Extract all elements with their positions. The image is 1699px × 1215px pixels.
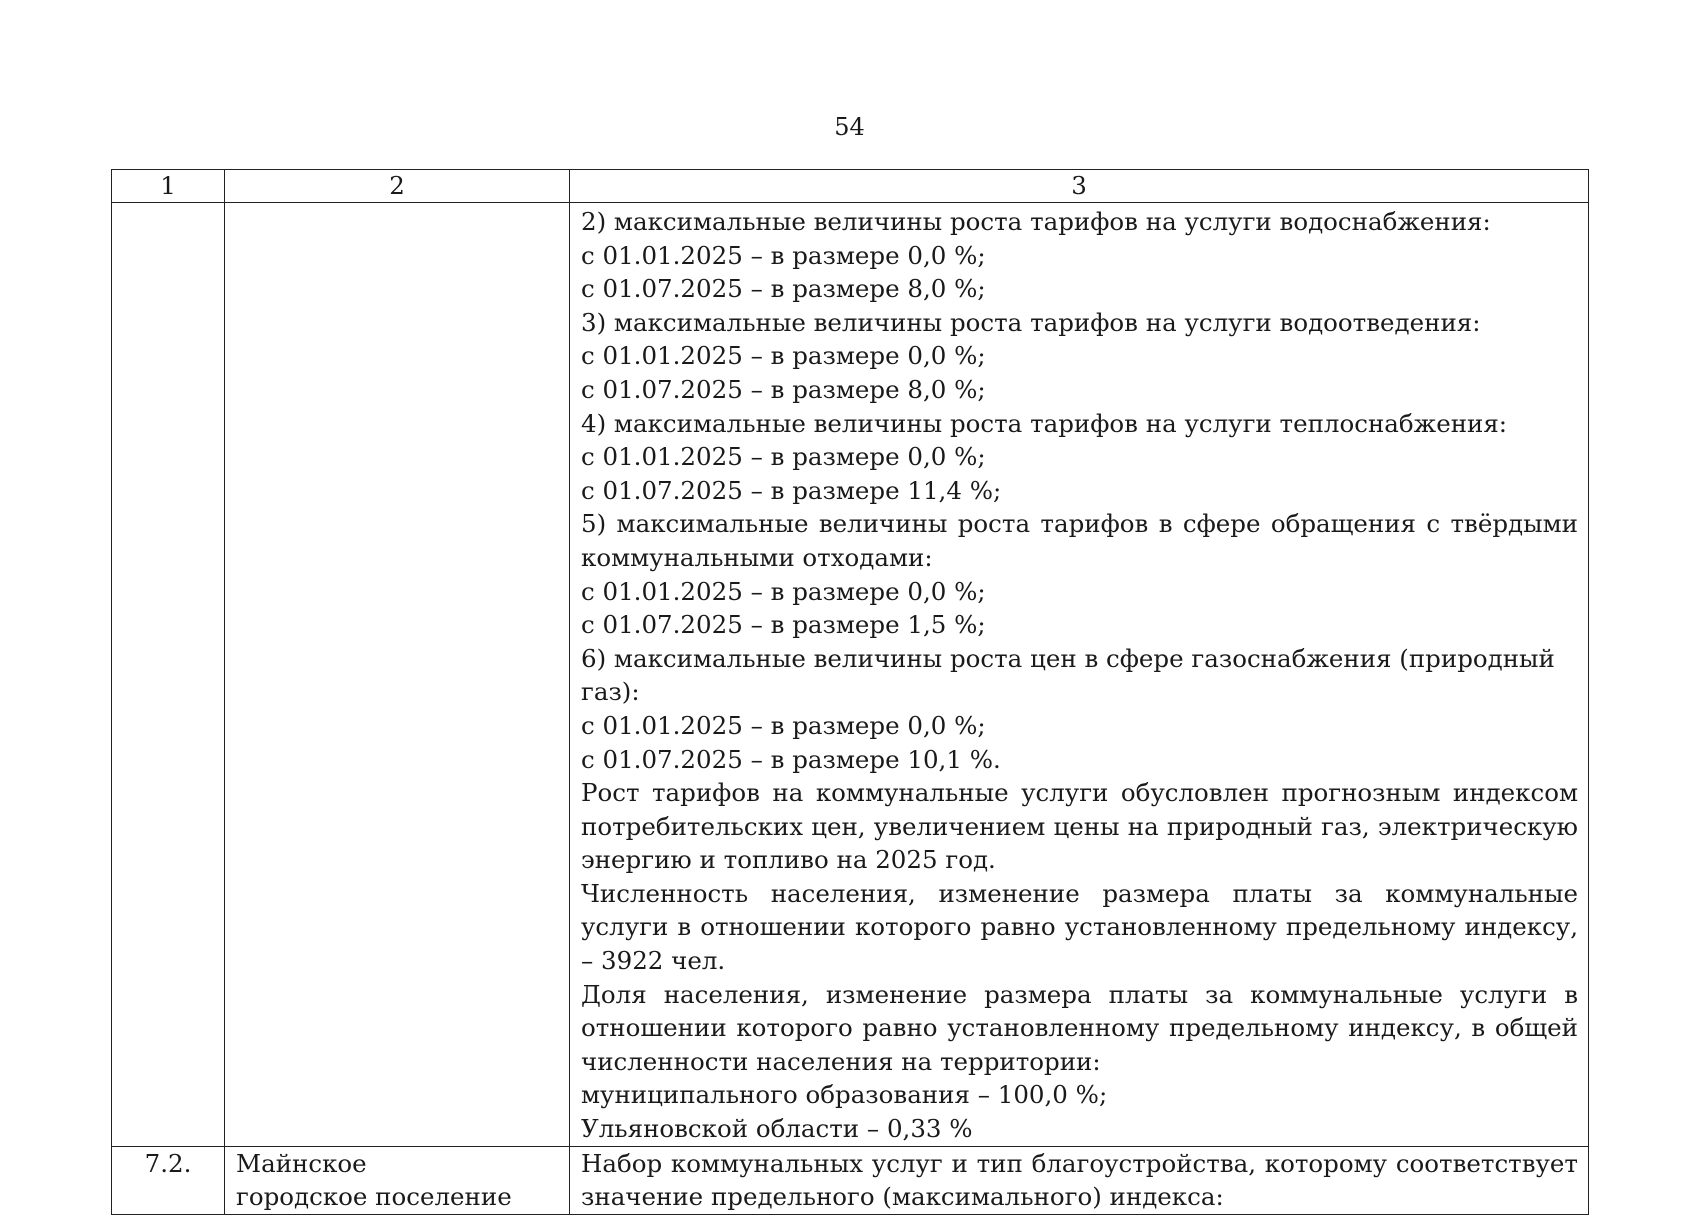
text-line: 4) максимальные величины роста тарифов на услуги теплоснабжения:	[581, 408, 1508, 438]
settlement-name-cell	[225, 203, 570, 1147]
text-line: с 01.07.2025 – в размере 8,0 %;	[581, 374, 986, 404]
text-line: 2) максимальные величины роста тарифов на услуги водоснабжения:	[581, 207, 1491, 236]
header-col-3: 3	[570, 170, 1589, 203]
settlement-name-line: Майнское	[236, 1148, 367, 1178]
text-paragraph: Доля населения, изменение размера платы за коммунальные услуги в отношении которого равно установленному предельному индексу, в общей численности населения на территории:	[581, 979, 1578, 1076]
text-line: с 01.07.2025 – в размере 1,5 %;	[581, 610, 986, 640]
text-line: Ульяновской области – 0,33 %	[581, 1114, 973, 1144]
tariff-table	[111, 169, 1589, 1215]
header-col-1: 1	[112, 170, 225, 203]
text-paragraph: 5) максимальные величины роста тарифов в сфере обращения с твёрдыми коммунальными отходами:	[581, 509, 1578, 572]
row-number-cell: 7.2.	[112, 1146, 225, 1214]
text-line: с 01.07.2025 – в размере 11,4 %;	[581, 475, 1002, 505]
text-paragraph: Набор коммунальных услуг и тип благоустройства, которому соответствует значение предельного (максимального) индекса:	[581, 1148, 1578, 1212]
text-line: с 01.01.2025 – в размере 0,0 %;	[581, 240, 986, 270]
table-row	[112, 1146, 1589, 1214]
settlement-name-line: городское поселение	[236, 1182, 512, 1212]
text-line: муниципального образования – 100,0 %;	[581, 1080, 1108, 1110]
settlement-name-cell	[225, 1146, 570, 1214]
description-cell	[570, 1146, 1589, 1214]
table-header-row	[112, 170, 1589, 203]
header-col-2: 2	[225, 170, 570, 203]
text-line: с 01.01.2025 – в размере 0,0 %;	[581, 341, 986, 371]
text-line: 6) максимальные величины роста цен в сфере газоснабжения (природный газ):	[581, 643, 1555, 707]
text-line: с 01.07.2025 – в размере 8,0 %;	[581, 274, 986, 304]
text-line: с 01.01.2025 – в размере 0,0 %;	[581, 576, 986, 606]
text-line: с 01.07.2025 – в размере 10,1 %.	[581, 744, 1001, 774]
text-line: с 01.01.2025 – в размере 0,0 %;	[581, 710, 986, 740]
description-cell	[570, 203, 1589, 1147]
page-number: 54	[834, 113, 865, 141]
text-line: 3) максимальные величины роста тарифов на услуги водоотведения:	[581, 307, 1481, 337]
row-number-cell	[112, 203, 225, 1147]
table-row	[112, 203, 1589, 1147]
text-paragraph: Рост тарифов на коммунальные услуги обусловлен прогнозным индексом потребительских цен, увеличением цены на природный газ, электрическую энергию и топливо на 2025 год.	[581, 778, 1578, 875]
text-paragraph: Численность населения, изменение размера платы за коммунальные услуги в отношении которого равно установленному предельному индексу, – 3922 чел.	[581, 878, 1578, 976]
text-line: с 01.01.2025 – в размере 0,0 %;	[581, 442, 986, 472]
